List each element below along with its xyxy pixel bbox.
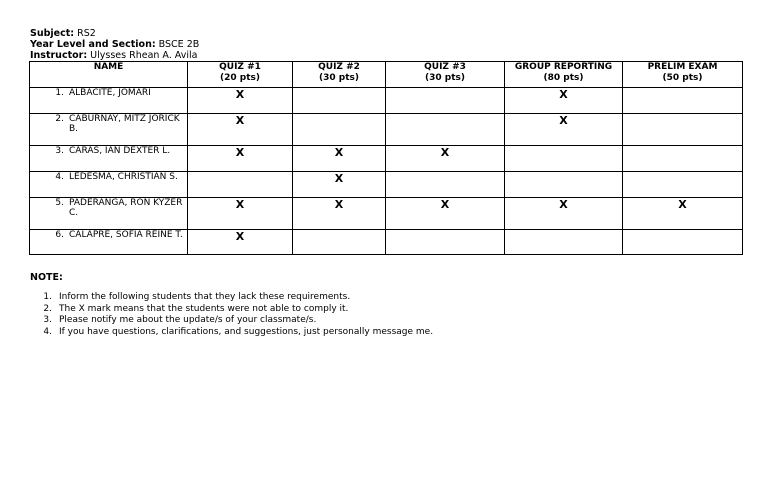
level-value: BSCE 2B [158, 39, 200, 50]
mark-cell: X [505, 88, 623, 114]
list-item: 1. Inform the following students that they lack these requirements. [43, 292, 351, 302]
level-line [30, 39, 199, 50]
mark-cell: X [188, 198, 293, 230]
table-row [30, 114, 743, 146]
instructor-label: Instructor: [30, 50, 88, 61]
list-item: 4. If you have questions, clarifications, and suggestions, just personally message me. [43, 326, 434, 337]
student-name-cell: 6. CALAPRE, SOFIA REINE T. [30, 230, 188, 255]
mark-cell [623, 146, 743, 172]
note-section [30, 272, 433, 338]
mark-cell [293, 114, 386, 146]
column-header-prelim-exam: PRELIM EXAM (50 pts) [623, 62, 743, 88]
mark-cell: X [623, 198, 743, 230]
mark-cell [293, 230, 386, 255]
table-row [30, 146, 743, 172]
mark-cell: X [188, 88, 293, 114]
mark-cell [505, 146, 623, 172]
mark-cell: X [386, 146, 505, 172]
mark-cell: X [505, 198, 623, 230]
student-name-cell: 1. ALBACITE, JOMARI [30, 88, 188, 114]
mark-cell [623, 230, 743, 255]
mark-cell [386, 230, 505, 255]
mark-cell: X [293, 146, 386, 172]
table-header-row [30, 62, 743, 88]
note-list [30, 292, 433, 338]
table-row [30, 88, 743, 114]
column-header-quiz1: QUIZ #1 (20 pts) [188, 62, 293, 88]
mark-cell [188, 172, 293, 198]
mark-cell [623, 88, 743, 114]
mark-cell: X [188, 146, 293, 172]
table-row [30, 172, 743, 198]
mark-cell [386, 114, 505, 146]
table-row [30, 198, 743, 230]
level-label: Year Level and Section: [30, 39, 156, 50]
mark-cell [505, 172, 623, 198]
column-header-group-reporting: GROUP REPORTING (80 pts) [505, 62, 623, 88]
note-title: NOTE: [30, 272, 63, 283]
subject-line [30, 28, 199, 39]
instructor-value: Ulysses Rhean A. Avila [90, 50, 198, 61]
student-name-cell: 3. CARAS, IAN DEXTER L. [30, 146, 188, 172]
column-header-quiz3: QUIZ #3 (30 pts) [386, 62, 505, 88]
column-header-name: NAME [30, 62, 188, 88]
requirements-table [29, 61, 743, 255]
mark-cell [386, 172, 505, 198]
instructor-line [30, 50, 199, 61]
mark-cell: X [293, 172, 386, 198]
mark-cell: X [293, 198, 386, 230]
student-name-cell: 4. LEDESMA, CHRISTIAN S. [30, 172, 188, 198]
student-name-cell: 5. PADERANGA, RON KYZER C. [30, 198, 188, 230]
mark-cell: X [386, 198, 505, 230]
table-row [30, 230, 743, 255]
document-header [30, 28, 199, 61]
mark-cell: X [188, 230, 293, 255]
student-name-cell: 2. CABURNAY, MITZ JORICK B. [30, 114, 188, 146]
mark-cell: X [188, 114, 293, 146]
mark-cell [293, 88, 386, 114]
subject-label: Subject: [30, 28, 75, 39]
column-header-quiz2: QUIZ #2 (30 pts) [293, 62, 386, 88]
mark-cell [386, 88, 505, 114]
mark-cell [623, 114, 743, 146]
mark-cell [505, 230, 623, 255]
list-item: 3. Please notify me about the update/s of your classmate/s. [43, 315, 317, 325]
mark-cell [623, 172, 743, 198]
subject-value: RS2 [77, 28, 96, 39]
mark-cell: X [505, 114, 623, 146]
list-item: 2. The X mark means that the students were not able to comply it. [43, 303, 349, 314]
